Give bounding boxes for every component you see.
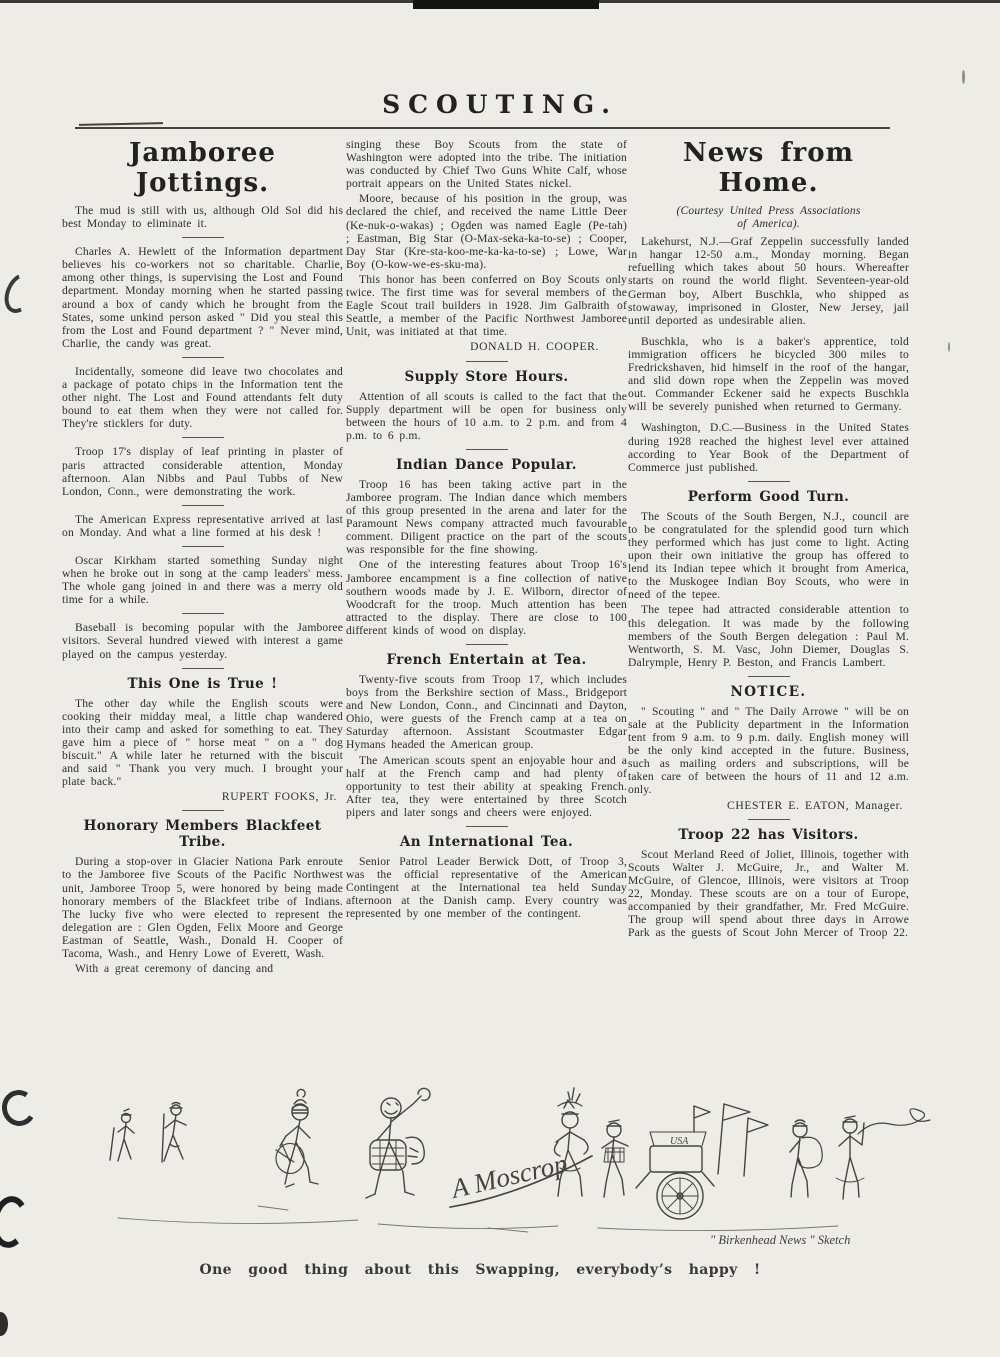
cartoon-figure-right	[836, 1116, 864, 1199]
ink-smudge	[0, 1087, 39, 1129]
paragraph: Moore, because of his position in the group, was declared the chief, and received the name Little Deer (Ke-nuk-o-wakas) ; Ogden was named Eagle (Pe-tah) ; Eastman, Big Star (O-Max-seka-ka-to-se) ; Cooper, Day Star (Kre-sta-koo-me-ka-ka-to-se) ; Lowe, War Boy (O-kow-we-es-sku-ma).	[346, 192, 627, 271]
subhead-indian-dance-popular: Indian Dance Popular.	[396, 456, 577, 473]
paragraph: Incidentally, someone did leave two chocolates and a package of potato chips in the Information tent the other night. The Lost and Found attendants felt duty bound to eat them when they were not called for. They're sticklers for duty.	[62, 364, 343, 431]
cartoon-pennant-flags	[718, 1104, 768, 1176]
paragraph-separator	[748, 819, 790, 820]
ink-smudge	[0, 1194, 31, 1251]
scan-top-black-bar	[413, 0, 599, 9]
scan-artifact	[948, 342, 950, 352]
subhead-troop-22-has-visitors: Troop 22 has Visitors.	[678, 826, 859, 843]
headline-news-from-home: News from Home.	[682, 138, 855, 198]
subhead-this-one-is-true: This One is True !	[127, 675, 278, 692]
ink-smudge	[0, 1312, 8, 1336]
cartoon-credit: " Birkenhead News " Sketch	[710, 1233, 851, 1247]
paragraph: " Scouting " and " The Daily Arrowe " will be on sale at the Publicity department in the Information tent from 9 a.m. to 9 p.m. daily. English money will be the only kind accepted in the future. Business, such as mailing orders and subscriptions, will be taken care of between the hours of 11 and 12 a.m. only.	[628, 704, 909, 797]
paragraph: During a stop-over in Glacier Nationa Park enroute to the Jamboree five Scouts of the Pacific Northwest unit, Jamboree Troop 5, were honored by being made honorary members of the Blackfeet tribe of Indians. The lucky five who were elected to represent the delegation are : Glen Ogden, Felix Moore and George Eastman of Seattle, Wash., Donald H. Cooper of Tacoma, Wash., and Henry Lowe of Everett, Wash.	[62, 855, 343, 961]
subhead-an-international-tea: An International Tea.	[399, 834, 574, 851]
column-news-from-home	[628, 138, 909, 941]
subhead-honorary-members-blackfeet-tribe: Honorary Members Blackfeet Tribe.	[83, 818, 322, 851]
cartoon-hiker-2	[162, 1103, 186, 1163]
cartoon-boy-with-sack	[276, 1089, 318, 1187]
paragraph: singing these Boy Scouts from the state of Washington were adopted into the tribe. The initiation was conducted by Chief Two Guns White Calf, whose portrait appears on the United States nickel.	[346, 138, 627, 191]
paragraph-separator	[466, 644, 508, 645]
cartoon-sketch	[58, 1078, 944, 1256]
cartoon-figure-with-pack	[790, 1120, 822, 1197]
paragraph-separator	[182, 546, 224, 547]
byline-chester-eaton: CHESTER E. EATON, Manager.	[727, 798, 903, 812]
cartoon-ground-lines	[118, 1206, 838, 1232]
paragraph: Scout Merland Reed of Joliet, Illinois, together with Scouts Walter J. McGuire, Jr., and Walter M. McGuire, of Glencoe, Illinois, were visitors at Troop 22, Monday. These scouts are on a tour of Europe, accompanied by their grandfather, Mr. Fred McGuire. The group will spend about three days in Arrowe Park as the guests of Scout John Mercer of Troop 22.	[628, 847, 909, 940]
paragraph: The mud is still with us, although Old Sol did his best Monday to eliminate it.	[62, 204, 343, 231]
paragraph-separator	[182, 437, 224, 438]
paragraph: Buschkla, who is a baker's apprentice, told immigration officers he bicycled 300 miles to Fredrickshaven, hid himself in the roof of the hangar, and slid down rope when the Zeppelin was moved out. Commander Eckener said he expects Buschkla will be severely punished when returned to Germany.	[628, 334, 909, 414]
cartoon-waving-figure-with-barrel	[366, 1088, 430, 1198]
column-jamboree-jottings	[62, 138, 343, 977]
subhead-french-entertain-at-tea: French Entertain at Tea.	[386, 652, 587, 668]
paragraph: Washington, D.C.—Business in the United States during 1928 reached the highest level ever attained according to Year Book of the Department of Commerce just published.	[628, 421, 909, 474]
paragraph-separator	[182, 810, 224, 811]
signature-text: A Moscrop	[448, 1148, 571, 1204]
column-middle	[346, 138, 627, 923]
page-title: SCOUTING.	[382, 90, 618, 119]
credit-line: of America).	[737, 217, 800, 231]
paragraph-separator	[182, 237, 224, 238]
subhead-perform-good-turn: Perform Good Turn.	[687, 488, 850, 505]
paragraph: Senior Patrol Leader Berwick Dott, of Troop 3, was the official representative of the American Contingent at the International tea held Sunday afternoon at the Danish camp. Every country was represented by one member of the contingent.	[346, 855, 627, 921]
paragraph: Oscar Kirkham started something Sunday night when he broke out in song at the camp leaders' mess. The whole gang joined in and there was a merry old time for a while.	[62, 553, 343, 607]
masthead-rule-squiggle	[79, 122, 163, 126]
scan-artifact	[962, 70, 965, 84]
byline-rupert-fooks: RUPERT FOOKS, Jr.	[221, 790, 337, 804]
byline-donald-cooper: DONALD H. COOPER.	[470, 340, 599, 354]
paragraph: The other day while the English scouts were cooking their midday meal, a little chap wandered into their camp and asked for something to eat. They gave him a piece of " horse meat " on a " dog biscuit." A while later he returned with the biscuit and said " Thank you very much. I brought your plate back."	[62, 696, 343, 789]
paragraph: The American scouts spent an enjoyable hour and a half at the French camp and had plenty of opportunity to test their ability at speaking French. After tea, they were entertained by three Scotch pipers and later songs and cheers were enjoyed.	[346, 753, 627, 819]
paragraph: The Scouts of the South Bergen, N.J., council are to be congratulated for the splendid good turn which they performed which has just come to light. Acting upon their own initiative the group has offered to lend its Indian tepee which it brought from America, to the Muskogee Indian Boy Scouts, who were in need of the tepee.	[628, 509, 909, 602]
cartoon-scout-balancing-load	[554, 1088, 588, 1196]
cart-flag-label: USA	[670, 1136, 689, 1147]
paragraph: The tepee had attracted considerable attention to this delegation. It was made by the following members of the South Bergen delegation : Paul M. Wentworth, S. M. Vasc, John Diemer, Douglas S. Dalrymple, Henry P. Beston, and Francis Lambert.	[628, 603, 909, 669]
paragraph-separator	[466, 449, 508, 450]
ink-smudge	[0, 268, 41, 318]
paragraph: Troop 16 has been taking active part in the Jamboree program. The Indian dance which members of this group presented in the arena and later for the Paramount News company attracted much favourable comment. Diligent practice on the part of the scouts was responsible for the fine showing.	[346, 477, 627, 557]
paragraph: This honor has been conferred on Boy Scouts only twice. The first time was for several members of the Eagle Scout trail builders in 1928. Jim Galbraith of Seattle, a member of the Pacific Northwest Jamboree Unit, was initiated at that time.	[346, 272, 627, 339]
paragraph-separator	[466, 361, 508, 362]
paragraph-separator	[748, 676, 790, 677]
cartoon-signature	[443, 1142, 596, 1208]
paragraph: Charles A. Hewlett of the Information department believes his co-workers not so charitable. Charlie, among other things, is supervising the Lost and Found department. Monday morning when he started passing around a box of candy which he brought from the States, some unkind person asked " Did you steal this from the Lost and Found department ? " Never mind, Charlie, the candy was great.	[62, 245, 343, 350]
masthead-rule	[75, 127, 890, 129]
subhead-supply-store-hours: Supply Store Hours.	[404, 368, 569, 385]
paragraph: With a great ceremony of dancing and	[75, 962, 274, 976]
cartoon-kilted-piper	[602, 1120, 628, 1197]
paragraph-separator	[466, 826, 508, 827]
paragraph-separator	[182, 357, 224, 358]
paragraph: Troop 17's display of leaf printing in plaster of paris attracted considerable attention, Monday afternoon. Alan Nibbs and Paul Tubbs of New London, Conn., were demonstrating the work.	[62, 445, 343, 498]
paragraph: Attention of all scouts is called to the fact that the Supply department will be open for business only between the hours of 10 a.m. to 2 p.m. and from 4 p.m. to 6 p.m.	[346, 389, 627, 442]
cartoon-hiker-1	[110, 1109, 134, 1161]
cartoon-caption: One good thing about this Swapping, everybody’s happy !	[199, 1262, 761, 1278]
paragraph: Twenty-five scouts from Troop 17, which includes boys from the Berkshire section of Mass., Bridgeport and New London, Conn., and Cincinnati and Dayton, Ohio, were guests of the French camp at a tea on Saturday afternoon. Assistant Scoutmaster Edgar Hymans headed the American group.	[346, 673, 627, 752]
paragraph-separator	[748, 481, 790, 482]
paragraph: Baseball is becoming popular with the Jamboree visitors. Several hundred viewed with interest a game played on the campus yesterday.	[62, 621, 343, 661]
paragraph: The American Express representative arrived at last on Monday. And what a line formed at his desk !	[62, 512, 343, 539]
headline-jamboree-jottings: Jamboree Jottings.	[129, 138, 276, 198]
paragraph-separator	[182, 613, 224, 614]
cartoon-cart	[636, 1106, 714, 1219]
paragraph-separator	[182, 505, 224, 506]
cartoon-smoke-swirl	[858, 1109, 930, 1134]
credit-line: (Courtesy United Press Associations	[676, 204, 861, 217]
subhead-notice: NOTICE.	[730, 683, 807, 700]
paragraph-separator	[182, 668, 224, 669]
paragraph: Lakehurst, N.J.—Graf Zeppelin successfully landed in hangar 12-50 a.m., Monday morning. Began refuelling which takes about 50 hours. Whereafter starts on round the world flight. Seventeen-year-old German boy, Albert Buschkla, who shipped as stowaway, imprisoned in Gloster, New Jersey, jail until deported as undesirable alien.	[628, 235, 909, 327]
paragraph: One of the interesting features about Troop 16's Jamboree encampment is a fine collection of native southern woods made by J. E. Wilborn, director of Woodcraft for the troop. Much attention has been attracted to the display. There are close to 100 different kinds of wood on display.	[346, 558, 627, 637]
